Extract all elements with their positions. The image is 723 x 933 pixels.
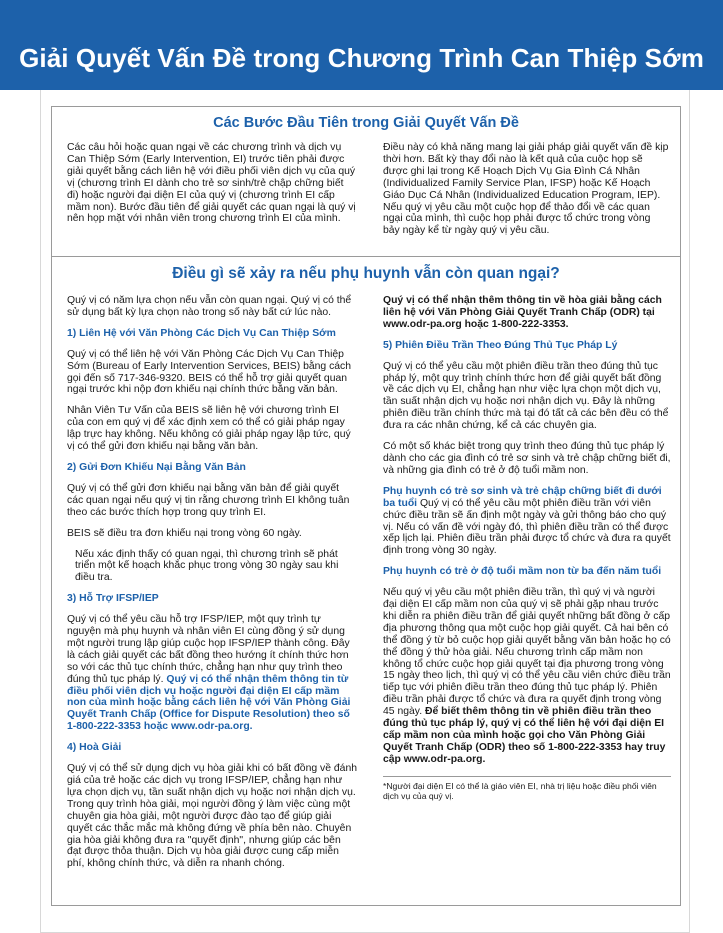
option2-heading: 2) Gửi Đơn Khiếu Nại Bằng Văn Bản xyxy=(67,461,246,473)
concerns-left-column xyxy=(67,295,357,879)
option2-text-2: BEIS sẽ điều tra đơn khiếu nại trong vòng 60 ngày. xyxy=(67,527,302,539)
option2-text-1: Quý vị có thể gửi đơn khiếu nại bằng văn bản để giải quyết các quan ngại nếu quý vị tin rằng chương trình EI không tuân theo các bước thích hợp trong quy trình EI. xyxy=(67,482,350,518)
option5-text-2: Có một số khác biệt trong quy trình theo đúng thủ tục pháp lý dành cho các gia đình có trẻ sơ sinh và trẻ chập chững biết đi, và những gia đình có trẻ ở độ tuổi mầm non. xyxy=(383,441,671,476)
option3-contact-info: Quý vị có thể nhận thêm thông tin từ điều phối viên dịch vụ hoặc người đại diện EI cấp mầm non của mình hoặc bằng cách liên hệ với Văn Phòng Giải Quyết Tranh Chấp (Office for Dispute Resolution) theo số 1-800-222-3353 hoặc www.odr-pa.org. xyxy=(67,673,351,733)
preschool-contact-info: Để biết thêm thông tin về phiên điều trần theo đúng thủ tục pháp lý, quý vị có thể liên hệ với đại diện EI cấp mầm non của mình hoặc gọi cho Văn Phòng Giải Quyết Tranh Chấp (ODR) theo số 1-800-222-3353 hay truy cập www.odr-pa.org. xyxy=(383,706,666,765)
option1-heading: 1) Liên Hệ với Văn Phòng Các Dịch Vụ Can Thiệp Sớm xyxy=(67,327,336,339)
option3-text xyxy=(67,614,357,733)
option4-heading: 4) Hoà Giải xyxy=(67,742,122,754)
header-banner xyxy=(0,0,723,90)
concerns-section xyxy=(51,255,681,906)
option2-text-3: Nếu xác định thấy có quan ngại, thì chương trình sẽ phát triển một kế hoạch khắc phục trong vòng 30 ngày sau khi điều tra. xyxy=(75,548,339,584)
infant-toddler-paragraph xyxy=(383,486,671,557)
preschool-text: Nếu quý vị yêu cầu một phiên điều trần, thì quý vị và người đại diện EI cấp mầm non của quý vị sẽ phải gặp nhau trước khi diễn ra phiên điều trần để giải quyết những bất đồng ở cấp địa phương thông qua một cuộc họp giải quyết. Cả hai bên có thể đồng ý từ bỏ cuộc họp giải quyết bằng văn bản hoặc họ có thể đồng ý thử hòa giải. Nếu chương trình cấp mầm non không tổ chức cuộc họp giải quyết tại địa phương trong vòng 15 ngày theo lịch, thì quý vị có thể yêu cầu viên chức điều trần tiếp tục với phiên điều trần theo đúng thủ tục pháp lý. Phiên điều trần phải được tổ chức và đưa ra quyết định trong vòng 45 ngày. xyxy=(383,587,671,718)
first-steps-right-text: Điều này có khả năng mang lại giải pháp giải quyết vấn đề kịp thời hơn. Bất kỳ thay đổi nào là kết quả của cuộc họp sẽ được ghi lại trong Kế Hoạch Dịch Vụ Gia Đình Cá Nhân (Individualized Family Service Plan, IFSP) hoặc Kế Hoạch Giáo Dục Cá Nhân (Individualized Education Program, IEP). Nếu quý vị yêu cầu một cuộc họp để thảo đổi về các quan ngại của mình, thì cuộc họp phải được tổ chức trong vòng bảy ngày kể từ ngày quý vị yêu cầu. xyxy=(383,142,669,237)
first-steps-section xyxy=(51,106,681,257)
page-title: Giải Quyết Vấn Đề trong Chương Trình Can Thiệp Sớm xyxy=(19,43,704,73)
preschool-heading: Phụ huynh có trẻ ở độ tuổi mầm non từ ba đến năm tuổi xyxy=(383,566,662,578)
option1-text-1: Quý vị có thể liên hệ với Văn Phòng Các Dịch Vụ Can Thiệp Sớm (Bureau of Early Intervention Services, BEIS) bằng cách gọi đến số 717-346-9320. BEIS có thể hỗ trợ giải quyết quan ngại trước khi nộp đơn khiếu nại chính thức bằng văn bản. xyxy=(67,348,352,396)
mediation-contact-info: Quý vị có thể nhận thêm thông tin về hòa giải bằng cách liên hệ với Văn Phòng Giải Quyết Tranh Chấp (ODR) tại www.odr-pa.org hoặc 1-800-222-3353. xyxy=(383,295,662,330)
document-page xyxy=(40,90,690,933)
concerns-title: Điều gì sẽ xảy ra nếu phụ huynh vẫn còn quan ngại? xyxy=(172,265,560,282)
first-steps-left-text: Các câu hỏi hoặc quan ngại về các chương trình và dịch vụ Can Thiệp Sớm (Early Intervention, EI) trước tiên phải được giải quyết bằng cách liên hệ với điều phối viên dịch vụ của quý vị (chương trình EI dành cho trẻ sơ sinh/trẻ chập chững biết đi) hoặc người đại diện EI của quý vị (chương trình EI cấp mầm non). Bước đầu tiên để giải quyết các quan ngại là quý vị nên họp mặt với nhân viên trong chương trình EI của mình. xyxy=(67,142,356,225)
option3-heading: 3) Hỗ Trợ IFSP/IEP xyxy=(67,593,159,605)
footnote: *Người đại diện EI có thể là giáo viên EI, nhà trị liệu hoặc điều phối viên dịch vụ của quý vị. xyxy=(383,776,671,801)
option5-text-1: Quý vị có thể yêu cầu một phiên điều trần theo đúng thủ tục pháp lý, một quy trình chính thức hơn để giải quyết bất đồng về các dịch vụ EI, chẳng hạn như việc lựa chọn một dịch vụ, tần suất nhận dịch vụ hoặc nơi nhận dịch vụ. Đây là những phiên điều trần chính thức mà tại đó tất cả các bên đều có thể đưa ra các nhân chứng, kể cả các chuyên gia. xyxy=(383,360,669,432)
option5-heading: 5) Phiên Điều Trần Theo Đúng Thủ Tục Pháp Lý xyxy=(383,339,618,351)
infant-toddler-text: Quý vị có thể yêu cầu một phiên điều trần với viên chức điều trần sẽ ấn định một ngày và gửi thông báo cho quý vị. Nếu có vấn đề với ngày đó, thì phiên điều trần có thể được xếp lịch lại. Phiên điều trần phải được tổ chức và đưa ra quyết định trong vòng 30 ngày. xyxy=(383,497,671,557)
first-steps-right-column xyxy=(383,142,669,246)
preschool-paragraph xyxy=(383,587,671,766)
option1-text-2: Nhân Viên Tư Vấn của BEIS sẽ liên hệ với chương trình EI của con em quý vị để xác định xem có thể có giải pháp ngay lập trực hay không. Nếu không có giải pháp ngay lập tức, quý vị có thể gửi đơn khiếu nại bằng văn bản. xyxy=(67,405,351,453)
infant-toddler-heading: Phụ huynh có trẻ sơ sinh và trẻ chập chững biết đi dưới ba tuổi xyxy=(383,485,662,509)
first-steps-left-column xyxy=(67,142,357,234)
option3-body: Quý vị có thể yêu cầu hỗ trợ IFSP/IEP, một quy trình tự nguyện mà phụ huynh và nhân viên EI cùng đồng ý sử dụng một người trung lập giúp cuộc họp IFSP/IEP thành công. Đây là cách giải quyết các bất đồng theo hướng ít chính thức hơn so với các thủ tục chính thức, chẳng hạn như quy trình theo đúng thủ tục pháp lý. xyxy=(67,614,350,685)
first-steps-title: Các Bước Đầu Tiên trong Giải Quyết Vấn Đề xyxy=(213,115,519,131)
option4-text: Quý vị có thể sử dụng dịch vụ hòa giải khi có bất đồng về đánh giá của trẻ hoặc các dịch vụ trong IFSP/IEP, chẳng hạn như lựa chọn dịch vụ, tần suất nhận dịch vụ hoặc nơi nhận dịch vụ. Trong quy trình hòa giải, mọi người đồng ý làm việc cùng một chuyên gia hòa giải, một người được đào tạo để giúp giải quyết các thắc mắc mà không đứng về phía bên nào. Chuyên gia hòa giải không đưa ra "quyết định", nhưng giúp các bên đạt được thỏa thuận. Dịch vụ hòa giải được cung cấp miễn phí, không chính thức, và diễn ra nhanh chóng. xyxy=(67,763,357,870)
intro-text: Quý vị có năm lựa chọn nếu vẫn còn quan ngại. Quý vị có thể sử dụng bất kỳ lựa chọn nào trong số này bất cứ lúc nào. xyxy=(67,295,352,318)
concerns-right-column xyxy=(383,295,671,801)
